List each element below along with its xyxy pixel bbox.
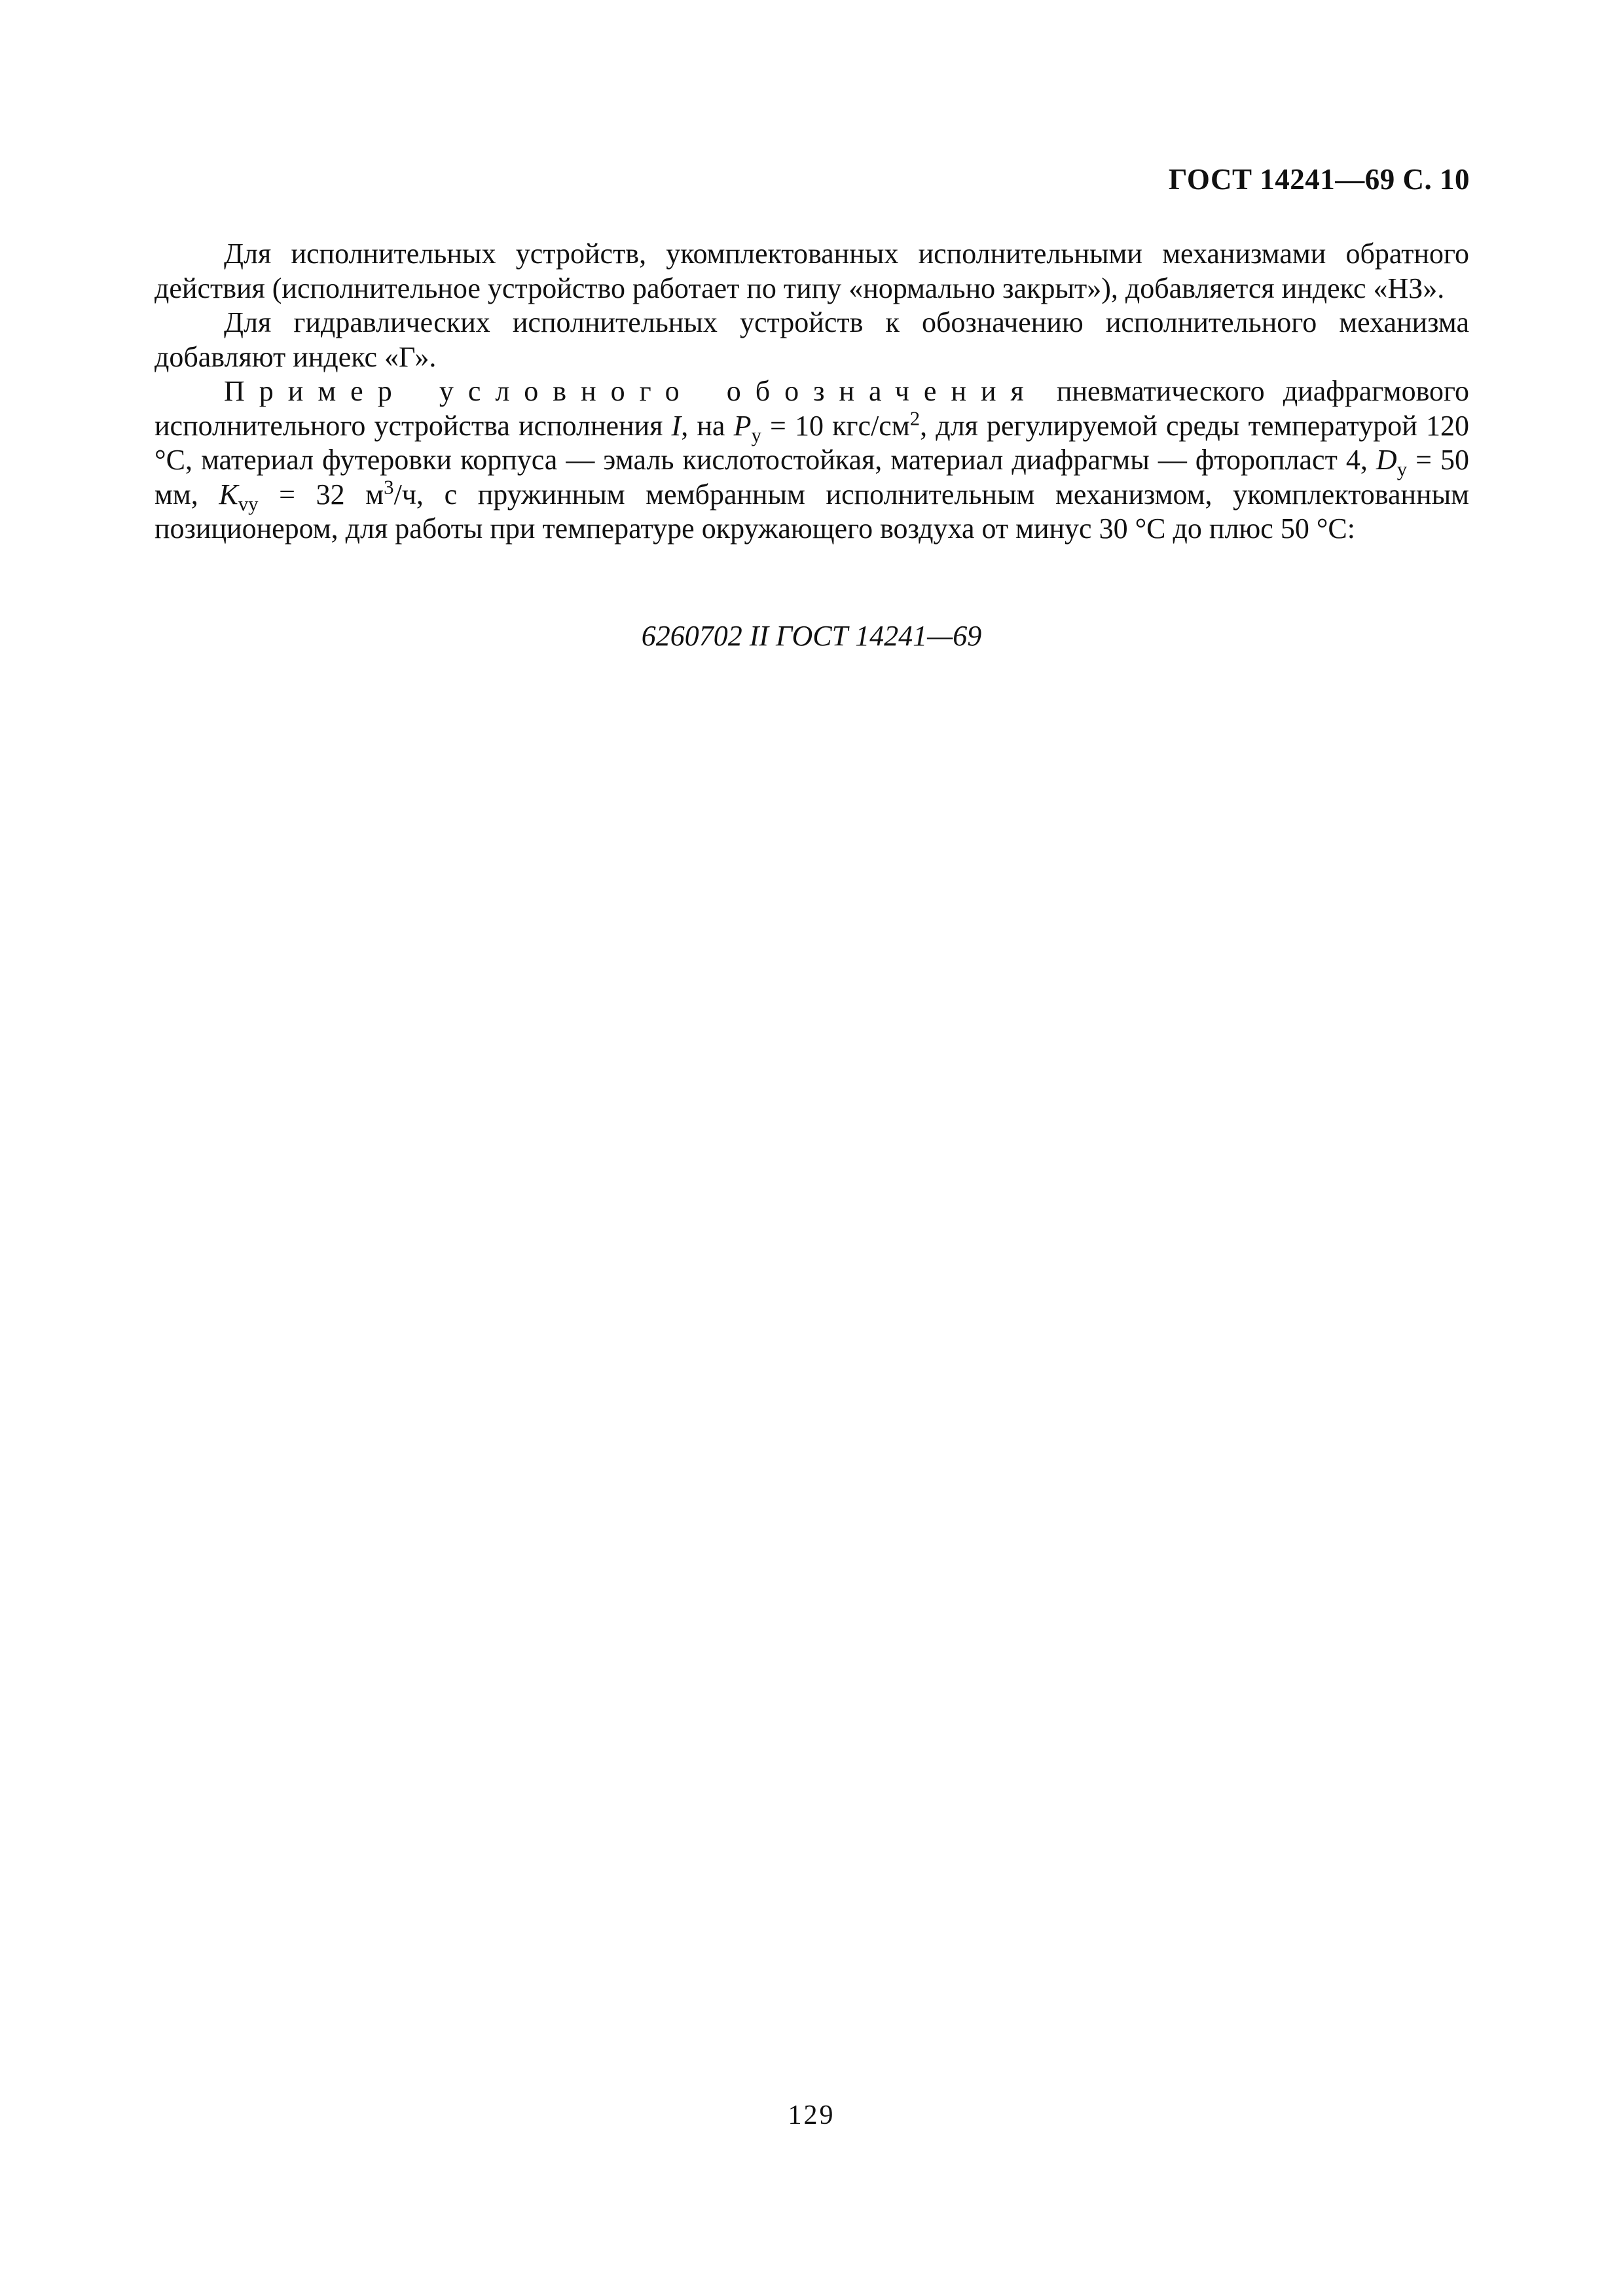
paragraph-reverse-action-index: Для исполнительных устройств, укомплектованных исполнительными механизмами обратного действия (исполнительное устройство работает по типу «нормально закрыт»), добавляется индекс «НЗ». <box>155 238 1469 304</box>
volume-unit-exponent: 3 <box>384 475 394 498</box>
execution-roman-numeral: I <box>671 409 682 442</box>
example-text-3: = 10 кгс/см <box>761 409 910 442</box>
pressure-symbol: P <box>733 409 752 442</box>
pressure-subscript: у <box>751 423 761 446</box>
document-body <box>155 237 1469 547</box>
designation-example-code: 6260702 II ГОСТ 14241—69 <box>641 620 982 652</box>
example-text-6: = 32 м <box>258 478 384 511</box>
page-header-title: ГОСТ 14241—69 С. 10 <box>1168 163 1470 196</box>
paragraph-designation-example <box>155 374 1469 547</box>
example-text-4: , для регулируемой среды температурой 120 °С, материал футеровки корпуса — эмаль кислотостойкая, материал диафрагмы — фторопласт 4, <box>155 409 1470 476</box>
diameter-subscript: у <box>1396 457 1408 480</box>
diameter-symbol: D <box>1376 444 1397 476</box>
example-text-1: пневматического диафрагмового исполнительного устройства исполнения <box>155 375 1469 442</box>
paragraph-hydraulic-index: Для гидравлических исполнительных устройств к обозначению исполнительного механизма добавляют индекс «Г». <box>155 306 1469 373</box>
pressure-unit-exponent: 2 <box>909 406 921 429</box>
example-text-2: , на <box>681 409 734 442</box>
example-lead-spaced: Пример условного обозначения <box>224 375 1038 407</box>
example-text-5: = 50 мм, <box>155 444 1469 511</box>
flow-coefficient-symbol: K <box>219 478 238 511</box>
page-number: 129 <box>788 2100 835 2130</box>
flow-coefficient-subscript: vу <box>238 492 259 515</box>
example-text-7: /ч, с пружинным мембранным исполнительным механизмом, укомплектованным позиционером, для работы при температуре окружающего воздуха от минус 30 °С до плюс 50 °С: <box>155 478 1469 545</box>
